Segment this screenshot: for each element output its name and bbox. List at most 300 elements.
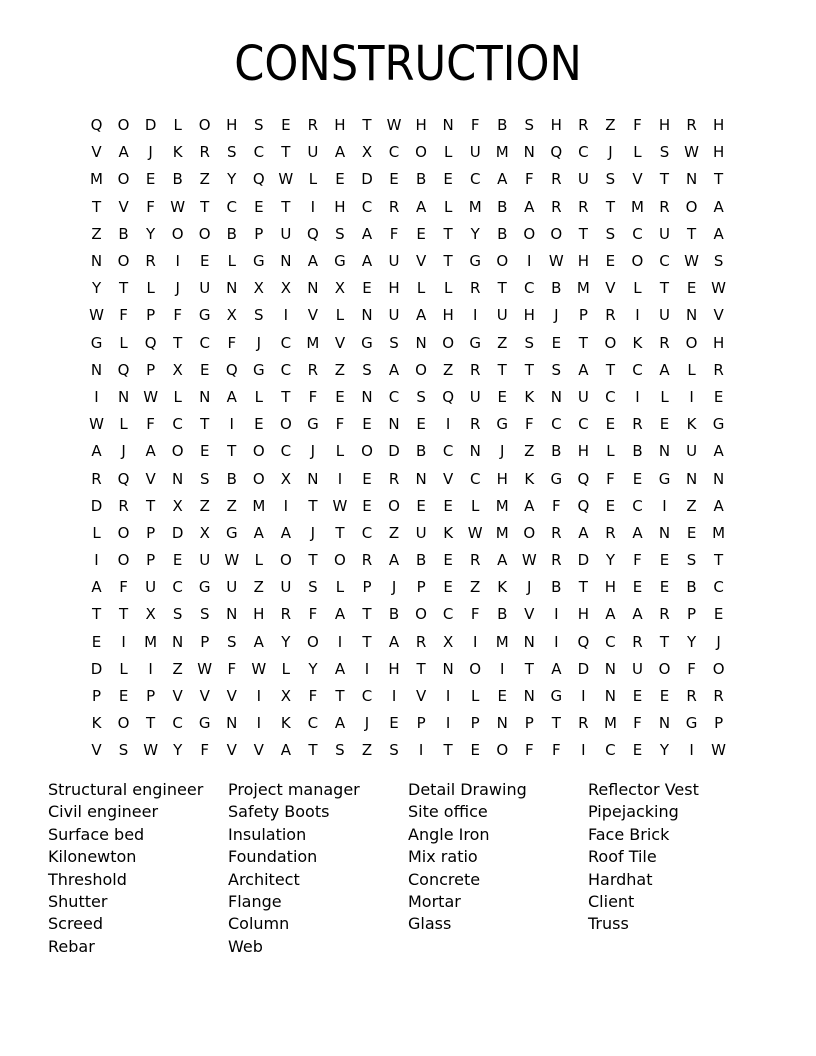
grid-letter[interactable]: N bbox=[172, 469, 184, 488]
grid-letter[interactable]: M bbox=[306, 333, 320, 352]
grid-letter[interactable]: C bbox=[361, 197, 373, 216]
grid-letter[interactable]: N bbox=[226, 605, 238, 624]
grid-letter[interactable]: R bbox=[632, 632, 643, 651]
grid-letter[interactable]: N bbox=[172, 632, 184, 651]
grid-letter[interactable]: N bbox=[523, 632, 535, 651]
grid-letter[interactable]: E bbox=[659, 578, 670, 597]
grid-letter[interactable]: C bbox=[253, 143, 265, 162]
grid-letter[interactable]: R bbox=[118, 496, 129, 515]
grid-letter[interactable]: W bbox=[684, 252, 699, 271]
grid-letter[interactable]: V bbox=[91, 143, 102, 162]
grid-letter[interactable]: M bbox=[495, 632, 509, 651]
grid-letter[interactable]: A bbox=[280, 741, 291, 760]
grid-letter[interactable]: A bbox=[334, 714, 346, 733]
grid-letter[interactable]: T bbox=[524, 659, 534, 678]
grid-letter[interactable]: C bbox=[469, 469, 481, 488]
grid-letter[interactable]: E bbox=[199, 360, 210, 379]
grid-letter[interactable]: I bbox=[175, 252, 180, 271]
grid-letter[interactable]: C bbox=[280, 333, 292, 352]
grid-letter[interactable]: V bbox=[713, 306, 724, 325]
grid-letter[interactable]: G bbox=[496, 415, 509, 434]
grid-letter[interactable]: L bbox=[335, 578, 345, 597]
grid-letter[interactable]: T bbox=[335, 523, 345, 542]
grid-letter[interactable]: C bbox=[605, 632, 616, 651]
grid-letter[interactable]: U bbox=[469, 387, 481, 406]
grid-letter[interactable]: F bbox=[524, 415, 534, 434]
grid-letter[interactable]: Q bbox=[144, 333, 157, 352]
grid-letter[interactable]: I bbox=[445, 415, 451, 434]
grid-letter[interactable]: X bbox=[253, 279, 264, 298]
grid-letter[interactable]: J bbox=[527, 578, 532, 597]
grid-letter[interactable]: E bbox=[145, 170, 156, 189]
grid-letter[interactable]: R bbox=[659, 333, 670, 352]
grid-letter[interactable]: O bbox=[415, 605, 427, 624]
grid-letter[interactable]: R bbox=[388, 469, 400, 488]
grid-letter[interactable]: N bbox=[442, 116, 454, 135]
grid-letter[interactable]: J bbox=[310, 523, 316, 542]
grid-letter[interactable]: T bbox=[686, 224, 697, 243]
grid-letter[interactable]: M bbox=[252, 496, 266, 515]
grid-letter[interactable]: N bbox=[685, 469, 698, 488]
grid-letter[interactable]: A bbox=[578, 523, 589, 542]
grid-letter[interactable]: O bbox=[442, 333, 455, 352]
grid-letter[interactable]: W bbox=[521, 551, 537, 570]
grid-letter[interactable]: E bbox=[199, 252, 210, 271]
grid-letter[interactable]: N bbox=[496, 714, 508, 733]
grid-letter[interactable]: Q bbox=[577, 632, 590, 651]
grid-letter[interactable]: H bbox=[442, 306, 454, 325]
grid-letter[interactable]: S bbox=[389, 333, 399, 352]
grid-letter[interactable]: N bbox=[117, 387, 130, 406]
grid-letter[interactable]: I bbox=[256, 714, 262, 733]
grid-letter[interactable]: V bbox=[118, 197, 129, 216]
grid-letter[interactable]: S bbox=[605, 224, 616, 243]
grid-letter[interactable]: S bbox=[226, 632, 237, 651]
grid-letter[interactable]: E bbox=[362, 496, 372, 515]
grid-letter[interactable]: X bbox=[172, 360, 183, 379]
grid-letter[interactable]: T bbox=[227, 442, 237, 461]
grid-letter[interactable]: S bbox=[659, 143, 670, 162]
grid-letter[interactable]: I bbox=[581, 741, 586, 760]
grid-letter[interactable]: Q bbox=[550, 143, 563, 162]
grid-letter[interactable]: N bbox=[550, 387, 562, 406]
grid-letter[interactable]: U bbox=[388, 252, 400, 271]
grid-letter[interactable]: W bbox=[197, 659, 213, 678]
grid-letter[interactable]: H bbox=[496, 469, 508, 488]
grid-letter[interactable]: S bbox=[335, 741, 345, 760]
grid-letter[interactable]: I bbox=[527, 252, 532, 271]
grid-letter[interactable]: N bbox=[604, 687, 617, 706]
grid-letter[interactable]: T bbox=[200, 197, 210, 216]
grid-letter[interactable]: T bbox=[578, 224, 588, 243]
grid-letter[interactable]: R bbox=[199, 143, 210, 162]
grid-letter[interactable]: X bbox=[280, 469, 291, 488]
grid-letter[interactable]: T bbox=[524, 360, 534, 379]
grid-letter[interactable]: O bbox=[252, 442, 265, 461]
grid-letter[interactable]: X bbox=[199, 523, 210, 542]
grid-letter[interactable]: L bbox=[443, 279, 453, 298]
grid-letter[interactable]: O bbox=[496, 741, 509, 760]
grid-letter[interactable]: E bbox=[659, 687, 670, 706]
grid-letter[interactable]: V bbox=[415, 687, 427, 706]
grid-letter[interactable]: A bbox=[361, 252, 373, 271]
grid-letter[interactable]: P bbox=[524, 714, 534, 733]
grid-letter[interactable]: Y bbox=[686, 632, 697, 651]
grid-letter[interactable]: Q bbox=[117, 360, 130, 379]
grid-letter[interactable]: A bbox=[253, 632, 264, 651]
grid-letter[interactable]: T bbox=[551, 714, 561, 733]
grid-letter[interactable]: E bbox=[362, 469, 372, 488]
grid-letter[interactable]: E bbox=[362, 415, 372, 434]
grid-letter[interactable]: L bbox=[471, 687, 480, 706]
grid-letter[interactable]: R bbox=[686, 687, 697, 706]
grid-letter[interactable]: Z bbox=[361, 741, 373, 760]
grid-letter[interactable]: N bbox=[90, 252, 103, 271]
grid-letter[interactable]: Y bbox=[91, 279, 102, 298]
grid-letter[interactable]: H bbox=[253, 605, 265, 624]
grid-letter[interactable]: T bbox=[659, 170, 670, 189]
grid-letter[interactable]: F bbox=[308, 687, 318, 706]
grid-letter[interactable]: G bbox=[90, 333, 103, 352]
grid-letter[interactable]: H bbox=[226, 116, 238, 135]
grid-letter[interactable]: S bbox=[199, 469, 210, 488]
grid-letter[interactable]: O bbox=[415, 360, 427, 379]
grid-letter[interactable]: Z bbox=[253, 578, 264, 597]
grid-letter[interactable]: R bbox=[632, 415, 643, 434]
grid-letter[interactable]: K bbox=[91, 714, 102, 733]
grid-letter[interactable]: B bbox=[632, 442, 643, 461]
grid-letter[interactable]: J bbox=[148, 143, 153, 162]
grid-letter[interactable]: U bbox=[280, 224, 292, 243]
grid-letter[interactable]: P bbox=[416, 578, 426, 597]
grid-letter[interactable]: I bbox=[256, 687, 262, 706]
grid-letter[interactable]: F bbox=[227, 659, 237, 678]
grid-letter[interactable]: X bbox=[442, 632, 454, 651]
grid-letter[interactable]: V bbox=[172, 687, 183, 706]
grid-letter[interactable]: I bbox=[445, 687, 451, 706]
grid-letter[interactable]: O bbox=[198, 116, 211, 135]
grid-letter[interactable]: C bbox=[632, 224, 643, 243]
grid-letter[interactable]: W bbox=[332, 496, 348, 515]
grid-letter[interactable]: W bbox=[711, 279, 727, 298]
grid-letter[interactable]: E bbox=[686, 279, 697, 298]
grid-letter[interactable]: I bbox=[635, 306, 640, 325]
grid-letter[interactable]: N bbox=[280, 252, 292, 271]
grid-letter[interactable]: Q bbox=[225, 360, 238, 379]
grid-letter[interactable]: Q bbox=[577, 496, 590, 515]
grid-letter[interactable]: I bbox=[418, 741, 424, 760]
grid-letter[interactable]: A bbox=[713, 442, 724, 461]
grid-letter[interactable]: R bbox=[145, 252, 156, 271]
grid-letter[interactable]: F bbox=[119, 578, 128, 597]
grid-letter[interactable]: A bbox=[415, 306, 427, 325]
grid-letter[interactable]: J bbox=[608, 143, 613, 162]
grid-letter[interactable]: V bbox=[443, 469, 454, 488]
grid-letter[interactable]: T bbox=[146, 714, 156, 733]
grid-letter[interactable]: V bbox=[632, 170, 643, 189]
grid-letter[interactable]: C bbox=[172, 578, 183, 597]
grid-letter[interactable]: L bbox=[687, 360, 696, 379]
grid-letter[interactable]: L bbox=[416, 279, 426, 298]
grid-letter[interactable]: W bbox=[89, 306, 104, 325]
grid-letter[interactable]: C bbox=[551, 415, 562, 434]
grid-letter[interactable]: C bbox=[469, 170, 481, 189]
grid-letter[interactable]: J bbox=[121, 442, 126, 461]
grid-letter[interactable]: L bbox=[606, 442, 615, 461]
grid-letter[interactable]: I bbox=[689, 741, 694, 760]
grid-letter[interactable]: B bbox=[226, 469, 237, 488]
grid-letter[interactable]: R bbox=[578, 714, 589, 733]
grid-letter[interactable]: T bbox=[497, 360, 507, 379]
grid-letter[interactable]: S bbox=[416, 387, 426, 406]
grid-letter[interactable]: Q bbox=[442, 387, 455, 406]
grid-letter[interactable]: L bbox=[227, 252, 236, 271]
grid-letter[interactable]: D bbox=[144, 116, 157, 135]
grid-letter[interactable]: F bbox=[146, 197, 155, 216]
grid-letter[interactable]: O bbox=[198, 224, 211, 243]
grid-letter[interactable]: O bbox=[279, 415, 292, 434]
grid-letter[interactable]: C bbox=[605, 387, 616, 406]
grid-letter[interactable]: P bbox=[714, 714, 724, 733]
grid-letter[interactable]: P bbox=[146, 360, 156, 379]
grid-letter[interactable]: W bbox=[143, 741, 159, 760]
grid-letter[interactable]: I bbox=[229, 415, 234, 434]
grid-letter[interactable]: E bbox=[686, 523, 697, 542]
grid-letter[interactable]: R bbox=[469, 279, 481, 298]
grid-letter[interactable]: A bbox=[118, 143, 129, 162]
grid-letter[interactable]: I bbox=[581, 687, 586, 706]
grid-letter[interactable]: C bbox=[199, 333, 210, 352]
grid-letter[interactable]: N bbox=[469, 442, 481, 461]
grid-letter[interactable]: O bbox=[685, 197, 698, 216]
grid-letter[interactable]: V bbox=[415, 252, 427, 271]
grid-letter[interactable]: E bbox=[172, 551, 183, 570]
grid-letter[interactable]: E bbox=[551, 333, 562, 352]
grid-letter[interactable]: Q bbox=[577, 469, 590, 488]
grid-letter[interactable]: W bbox=[278, 170, 294, 189]
grid-letter[interactable]: F bbox=[470, 605, 480, 624]
grid-letter[interactable]: I bbox=[310, 197, 316, 216]
grid-letter[interactable]: S bbox=[254, 116, 264, 135]
grid-letter[interactable]: S bbox=[172, 605, 183, 624]
grid-letter[interactable]: A bbox=[91, 442, 102, 461]
grid-letter[interactable]: Z bbox=[497, 333, 508, 352]
grid-letter[interactable]: X bbox=[145, 605, 156, 624]
grid-letter[interactable]: A bbox=[524, 496, 535, 515]
grid-letter[interactable]: B bbox=[686, 578, 697, 597]
grid-letter[interactable]: X bbox=[226, 306, 237, 325]
grid-letter[interactable]: E bbox=[335, 387, 345, 406]
grid-letter[interactable]: A bbox=[361, 224, 373, 243]
grid-letter[interactable]: R bbox=[551, 170, 562, 189]
grid-letter[interactable]: O bbox=[496, 252, 509, 271]
grid-letter[interactable]: A bbox=[334, 605, 346, 624]
grid-letter[interactable]: O bbox=[361, 442, 373, 461]
grid-letter[interactable]: B bbox=[497, 605, 508, 624]
grid-letter[interactable]: S bbox=[362, 360, 372, 379]
grid-letter[interactable]: I bbox=[554, 632, 559, 651]
grid-letter[interactable]: L bbox=[92, 523, 101, 542]
grid-letter[interactable]: E bbox=[659, 551, 670, 570]
grid-letter[interactable]: A bbox=[605, 605, 616, 624]
grid-letter[interactable]: S bbox=[551, 360, 562, 379]
grid-letter[interactable]: M bbox=[495, 143, 509, 162]
grid-letter[interactable]: E bbox=[605, 496, 616, 515]
grid-letter[interactable]: W bbox=[386, 116, 402, 135]
grid-letter[interactable]: C bbox=[388, 143, 400, 162]
grid-letter[interactable]: J bbox=[554, 306, 559, 325]
grid-letter[interactable]: M bbox=[90, 170, 103, 189]
grid-letter[interactable]: Y bbox=[173, 741, 183, 760]
grid-letter[interactable]: L bbox=[146, 279, 155, 298]
grid-letter[interactable]: P bbox=[146, 306, 156, 325]
grid-letter[interactable]: C bbox=[578, 415, 589, 434]
grid-letter[interactable]: L bbox=[335, 442, 345, 461]
grid-letter[interactable]: U bbox=[659, 224, 670, 243]
grid-letter[interactable]: N bbox=[604, 659, 617, 678]
grid-letter[interactable]: L bbox=[119, 333, 128, 352]
grid-letter[interactable]: C bbox=[578, 143, 589, 162]
grid-letter[interactable]: Q bbox=[117, 469, 130, 488]
grid-letter[interactable]: G bbox=[252, 252, 265, 271]
grid-letter[interactable]: U bbox=[199, 551, 211, 570]
grid-letter[interactable]: E bbox=[632, 687, 643, 706]
grid-letter[interactable]: C bbox=[713, 578, 724, 597]
grid-letter[interactable]: G bbox=[469, 333, 481, 352]
grid-letter[interactable]: K bbox=[172, 143, 183, 162]
grid-letter[interactable]: H bbox=[523, 306, 535, 325]
grid-letter[interactable]: W bbox=[711, 741, 727, 760]
grid-letter[interactable]: L bbox=[471, 496, 480, 515]
grid-letter[interactable]: D bbox=[90, 496, 103, 515]
grid-letter[interactable]: A bbox=[280, 523, 291, 542]
grid-letter[interactable]: O bbox=[171, 224, 184, 243]
grid-letter[interactable]: C bbox=[442, 605, 454, 624]
grid-letter[interactable]: T bbox=[578, 333, 588, 352]
grid-letter[interactable]: C bbox=[632, 360, 643, 379]
grid-letter[interactable]: T bbox=[659, 632, 670, 651]
grid-letter[interactable]: K bbox=[497, 578, 508, 597]
grid-letter[interactable]: L bbox=[281, 659, 291, 678]
grid-letter[interactable]: T bbox=[308, 496, 318, 515]
grid-letter[interactable]: J bbox=[364, 714, 370, 733]
grid-letter[interactable]: A bbox=[388, 360, 400, 379]
grid-letter[interactable]: D bbox=[171, 523, 184, 542]
grid-letter[interactable]: P bbox=[254, 224, 264, 243]
grid-letter[interactable]: D bbox=[577, 659, 590, 678]
grid-letter[interactable]: Y bbox=[281, 632, 291, 651]
grid-letter[interactable]: I bbox=[121, 632, 126, 651]
grid-letter[interactable]: C bbox=[659, 252, 670, 271]
grid-letter[interactable]: C bbox=[307, 714, 319, 733]
grid-letter[interactable]: O bbox=[117, 116, 130, 135]
grid-letter[interactable]: S bbox=[713, 252, 724, 271]
grid-letter[interactable]: G bbox=[198, 578, 211, 597]
grid-letter[interactable]: G bbox=[469, 252, 481, 271]
grid-letter[interactable]: N bbox=[226, 279, 238, 298]
grid-letter[interactable]: S bbox=[686, 551, 697, 570]
grid-letter[interactable]: E bbox=[713, 387, 724, 406]
grid-letter[interactable]: Y bbox=[605, 551, 615, 570]
grid-letter[interactable]: U bbox=[415, 523, 427, 542]
grid-letter[interactable]: C bbox=[280, 360, 292, 379]
grid-letter[interactable]: R bbox=[659, 605, 670, 624]
grid-letter[interactable]: T bbox=[605, 360, 615, 379]
grid-letter[interactable]: P bbox=[416, 714, 426, 733]
grid-letter[interactable]: R bbox=[578, 197, 589, 216]
grid-letter[interactable]: V bbox=[145, 469, 156, 488]
grid-letter[interactable]: N bbox=[415, 333, 427, 352]
grid-letter[interactable]: E bbox=[416, 415, 426, 434]
grid-letter[interactable]: O bbox=[685, 333, 698, 352]
grid-letter[interactable]: P bbox=[687, 605, 697, 624]
grid-letter[interactable]: Z bbox=[524, 442, 535, 461]
grid-letter[interactable]: B bbox=[551, 279, 562, 298]
grid-letter[interactable]: I bbox=[283, 306, 289, 325]
grid-letter[interactable]: U bbox=[226, 578, 238, 597]
grid-letter[interactable]: M bbox=[495, 523, 509, 542]
grid-letter[interactable]: O bbox=[469, 659, 482, 678]
grid-letter[interactable]: C bbox=[605, 741, 616, 760]
grid-letter[interactable]: L bbox=[633, 279, 642, 298]
grid-letter[interactable]: O bbox=[171, 442, 184, 461]
grid-letter[interactable]: I bbox=[94, 387, 99, 406]
grid-letter[interactable]: T bbox=[118, 279, 129, 298]
grid-letter[interactable]: G bbox=[252, 360, 265, 379]
grid-letter[interactable]: Z bbox=[605, 116, 616, 135]
grid-letter[interactable]: V bbox=[524, 605, 535, 624]
grid-letter[interactable]: W bbox=[548, 252, 564, 271]
grid-letter[interactable]: A bbox=[659, 360, 670, 379]
grid-letter[interactable]: F bbox=[227, 333, 237, 352]
grid-letter[interactable]: R bbox=[686, 116, 697, 135]
grid-letter[interactable]: G bbox=[685, 714, 698, 733]
grid-letter[interactable]: T bbox=[173, 333, 183, 352]
grid-letter[interactable]: E bbox=[632, 741, 643, 760]
grid-letter[interactable]: G bbox=[198, 306, 211, 325]
grid-letter[interactable]: H bbox=[334, 116, 346, 135]
grid-letter[interactable]: F bbox=[633, 551, 642, 570]
grid-letter[interactable]: I bbox=[662, 496, 667, 515]
grid-letter[interactable]: L bbox=[173, 116, 182, 135]
grid-letter[interactable]: A bbox=[91, 578, 102, 597]
grid-letter[interactable]: T bbox=[308, 551, 318, 570]
grid-letter[interactable]: S bbox=[254, 306, 264, 325]
grid-letter[interactable]: U bbox=[388, 306, 400, 325]
grid-letter[interactable]: N bbox=[658, 714, 671, 733]
grid-letter[interactable]: I bbox=[364, 659, 370, 678]
grid-letter[interactable]: W bbox=[170, 197, 186, 216]
grid-letter[interactable]: V bbox=[199, 687, 210, 706]
grid-letter[interactable]: L bbox=[254, 387, 263, 406]
grid-letter[interactable]: E bbox=[416, 496, 426, 515]
grid-letter[interactable]: T bbox=[146, 496, 156, 515]
grid-letter[interactable]: N bbox=[90, 360, 103, 379]
grid-letter[interactable]: C bbox=[442, 442, 454, 461]
grid-letter[interactable]: W bbox=[143, 387, 159, 406]
grid-letter[interactable]: E bbox=[118, 687, 129, 706]
grid-letter[interactable]: W bbox=[467, 523, 483, 542]
grid-letter[interactable]: I bbox=[472, 306, 478, 325]
grid-letter[interactable]: H bbox=[712, 333, 725, 352]
grid-letter[interactable]: S bbox=[199, 605, 210, 624]
grid-letter[interactable]: E bbox=[443, 578, 453, 597]
grid-letter[interactable]: V bbox=[226, 741, 237, 760]
grid-letter[interactable]: S bbox=[605, 170, 616, 189]
grid-letter[interactable]: A bbox=[145, 442, 156, 461]
grid-letter[interactable]: G bbox=[550, 469, 563, 488]
grid-letter[interactable]: R bbox=[605, 523, 616, 542]
